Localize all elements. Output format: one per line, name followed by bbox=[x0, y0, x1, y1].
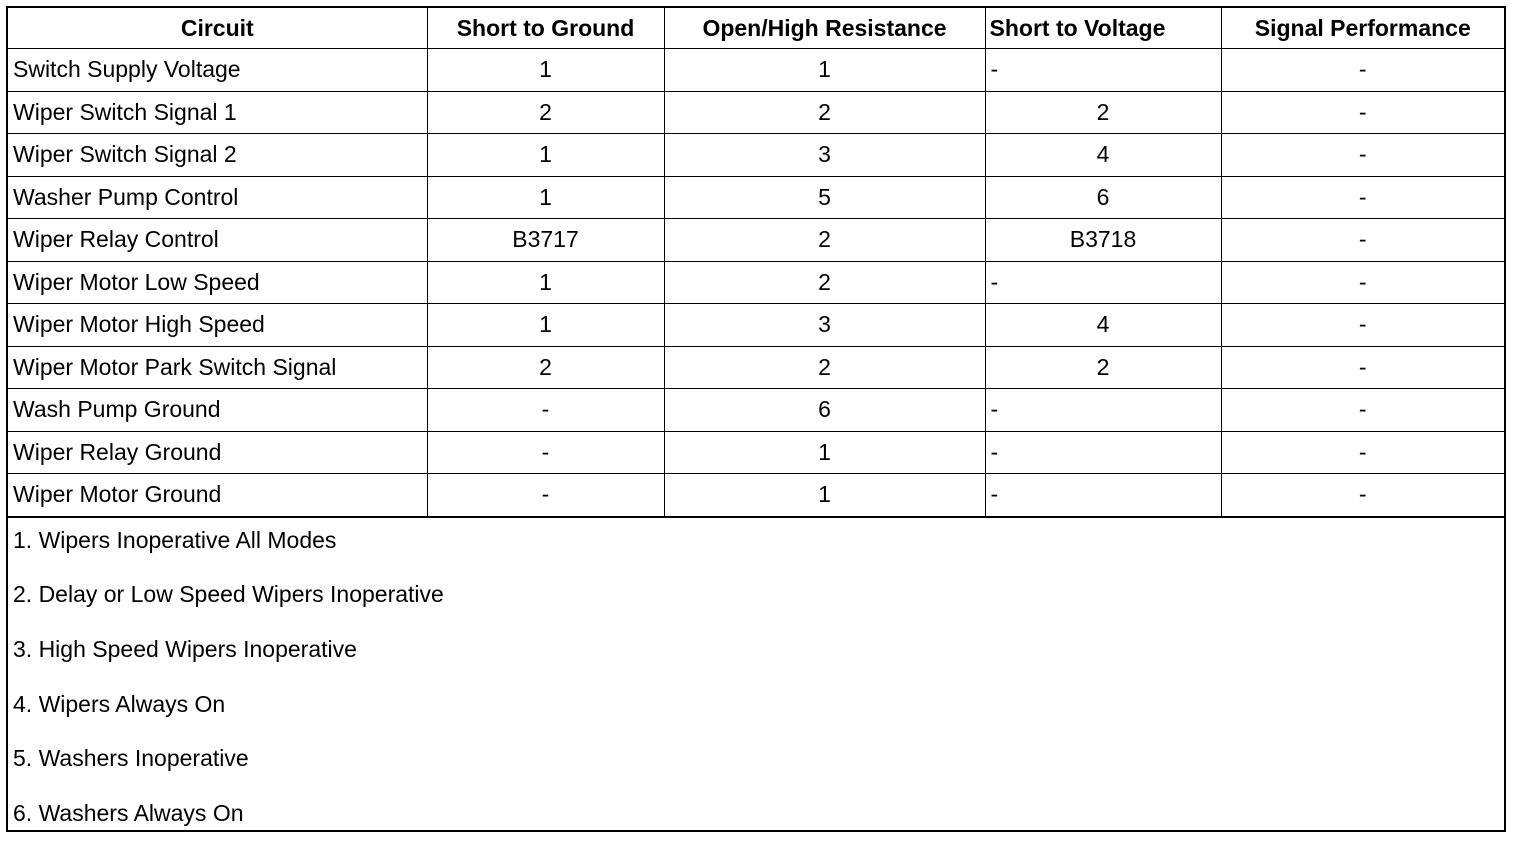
note-item: 5. Washers Inoperative bbox=[13, 745, 249, 772]
table-row bbox=[8, 261, 1504, 304]
short-to-ground-cell: 2 bbox=[427, 346, 664, 389]
header-open-high-resistance: Open/High Resistance bbox=[664, 8, 985, 49]
signal-performance-cell: - bbox=[1221, 134, 1504, 177]
open-high-resistance-cell: 3 bbox=[664, 304, 985, 347]
note-item: 2. Delay or Low Speed Wipers Inoperative bbox=[13, 581, 444, 608]
short-to-ground-cell: - bbox=[427, 474, 664, 517]
open-high-resistance-cell: 1 bbox=[664, 431, 985, 474]
circuit-cell: Wiper Motor Ground bbox=[8, 474, 427, 517]
open-high-resistance-cell: 3 bbox=[664, 134, 985, 177]
signal-performance-cell: - bbox=[1221, 49, 1504, 92]
circuit-cell: Wiper Relay Ground bbox=[8, 431, 427, 474]
header-circuit: Circuit bbox=[8, 8, 427, 49]
short-to-ground-cell: - bbox=[427, 431, 664, 474]
short-to-voltage-cell: - bbox=[985, 431, 1221, 474]
note-item: 3. High Speed Wipers Inoperative bbox=[13, 635, 357, 662]
table-row bbox=[8, 389, 1504, 432]
short-to-voltage-cell: 6 bbox=[985, 176, 1221, 219]
table-row bbox=[8, 91, 1504, 134]
short-to-ground-cell: 2 bbox=[427, 91, 664, 134]
table-row bbox=[8, 134, 1504, 177]
signal-performance-cell: - bbox=[1221, 304, 1504, 347]
signal-performance-cell: - bbox=[1221, 219, 1504, 262]
short-to-voltage-cell: 2 bbox=[985, 91, 1221, 134]
open-high-resistance-cell: 2 bbox=[664, 261, 985, 304]
short-to-voltage-cell: 2 bbox=[985, 346, 1221, 389]
circuit-cell: Wiper Switch Signal 2 bbox=[8, 134, 427, 177]
header-signal-performance: Signal Performance bbox=[1221, 8, 1504, 49]
circuit-cell: Wiper Relay Control bbox=[8, 219, 427, 262]
short-to-ground-cell: 1 bbox=[427, 49, 664, 92]
table-row bbox=[8, 346, 1504, 389]
short-to-voltage-cell: 4 bbox=[985, 134, 1221, 177]
note-item: 6. Washers Always On bbox=[13, 799, 244, 826]
note-item: 4. Wipers Always On bbox=[13, 690, 226, 717]
open-high-resistance-cell: 1 bbox=[664, 474, 985, 517]
signal-performance-cell: - bbox=[1221, 474, 1504, 517]
circuit-cell: Wiper Switch Signal 1 bbox=[8, 91, 427, 134]
signal-performance-cell: - bbox=[1221, 431, 1504, 474]
header-row bbox=[8, 8, 1504, 49]
table-row bbox=[8, 304, 1504, 347]
circuit-cell: Wiper Motor Park Switch Signal bbox=[8, 346, 427, 389]
table-row bbox=[8, 431, 1504, 474]
short-to-ground-cell: 1 bbox=[427, 134, 664, 177]
short-to-voltage-cell: - bbox=[985, 49, 1221, 92]
circuit-cell: Washer Pump Control bbox=[8, 176, 427, 219]
signal-performance-cell: - bbox=[1221, 176, 1504, 219]
table-row bbox=[8, 49, 1504, 92]
table-body bbox=[8, 49, 1504, 517]
short-to-ground-cell: 1 bbox=[427, 261, 664, 304]
short-to-ground-cell: - bbox=[427, 389, 664, 432]
header-short-to-ground: Short to Ground bbox=[427, 8, 664, 49]
table-row bbox=[8, 176, 1504, 219]
short-to-voltage-cell: 4 bbox=[985, 304, 1221, 347]
signal-performance-cell: - bbox=[1221, 91, 1504, 134]
open-high-resistance-cell: 1 bbox=[664, 49, 985, 92]
short-to-voltage-cell: B3718 bbox=[985, 219, 1221, 262]
circuit-cell: Wash Pump Ground bbox=[8, 389, 427, 432]
open-high-resistance-cell: 2 bbox=[664, 91, 985, 134]
circuit-diagnostic-table bbox=[6, 6, 1506, 832]
open-high-resistance-cell: 5 bbox=[664, 176, 985, 219]
open-high-resistance-cell: 2 bbox=[664, 346, 985, 389]
circuit-cell: Wiper Motor High Speed bbox=[8, 304, 427, 347]
short-to-voltage-cell: - bbox=[985, 389, 1221, 432]
signal-performance-cell: - bbox=[1221, 261, 1504, 304]
signal-performance-cell: - bbox=[1221, 346, 1504, 389]
symptom-table bbox=[8, 8, 1504, 517]
note-item: 1. Wipers Inoperative All Modes bbox=[13, 526, 337, 553]
table-row bbox=[8, 219, 1504, 262]
circuit-cell: Switch Supply Voltage bbox=[8, 49, 427, 92]
short-to-ground-cell: B3717 bbox=[427, 219, 664, 262]
open-high-resistance-cell: 2 bbox=[664, 219, 985, 262]
open-high-resistance-cell: 6 bbox=[664, 389, 985, 432]
circuit-cell: Wiper Motor Low Speed bbox=[8, 261, 427, 304]
short-to-voltage-cell: - bbox=[985, 261, 1221, 304]
signal-performance-cell: - bbox=[1221, 389, 1504, 432]
short-to-ground-cell: 1 bbox=[427, 176, 664, 219]
notes-section bbox=[8, 517, 1504, 846]
short-to-voltage-cell: - bbox=[985, 474, 1221, 517]
table-row bbox=[8, 474, 1504, 517]
header-short-to-voltage: Short to Voltage bbox=[985, 8, 1221, 49]
short-to-ground-cell: 1 bbox=[427, 304, 664, 347]
